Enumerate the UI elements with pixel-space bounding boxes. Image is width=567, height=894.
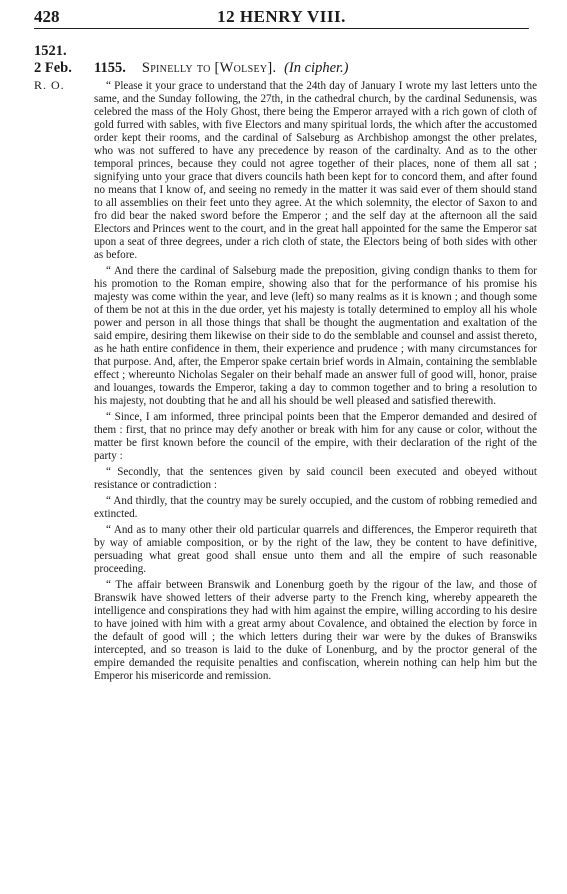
body-paragraph: “ And thirdly, that the country may be surely occupied, and the custom of robbing remedied and extincted. [94, 495, 537, 520]
entry-note: (In cipher.) [284, 60, 349, 76]
entry-title: Spinelly to [Wolsey]. [141, 60, 277, 76]
entry-body [94, 80, 537, 686]
margin-year: 1521. [34, 43, 67, 59]
body-paragraph: “ Since, I am informed, three principal points been that the Emperor demanded and desired of them : first, that no prince may defy another or break with him for any cause or color, without the matter be first known before the council of the empire, with their declaration of the right of the party : [94, 411, 537, 462]
margin-source: R. O. [34, 78, 65, 92]
entry-number: 1155. [94, 60, 126, 76]
body-paragraph: “ The affair between Branswik and Lonenburg goeth by the rigour of the law, and those of Branswik have showed letters of their adverse party to the French king, whereby appeareth the intelligence and conspirations they had with him against the empire, willing according to his desire to have joined with him with a great army about Covalence, and obtained the election by force in the default of good will ; the which letters during their war were by the dukes of Branswiks intercepted, and so treason is laid to the duke of Lonenburg, and by the proctor general of the empire demanded the requisite penalties and confiscation, wherein nothing can help him but the Emperor his misericorde and remission. [94, 579, 537, 682]
body-paragraph: “ Secondly, that the sentences given by said council been executed and obeyed without resistance or contradiction : [94, 466, 537, 491]
margin-date: 2 Feb. [34, 60, 72, 76]
body-paragraph: “ Please it your grace to understand that the 24th day of January I wrote my last letters unto the same, and the Sunday following, the 27th, in the cathedral church, by the cardinal Sedunensis, was celebred the mass of the Holy Ghost, there being the Emperor arrayed with a rich gown of cloth of gold furred with sables, with five Electors and many spiritual lords, the which after the accustomed order kept their rooms, and the cardinal of Salseburg as Archbishop amongst the other prelates, who was not suffered to have any precedence by reason of the cardinalty. And as to the other temporal princes, because they could not agree together of their places, none of them all sat ; signifying unto your grace that divers councils hath been kept for to concord them, and after found no means that I know of, and seeing no remedy in the matter it was said ever of them should stand to all assemblies on their feet unto they agree. At the which solemnity, the elector of Saxon to and fro did bear the naked sword before the Emperor ; and the self day at the afternoon all the said Electors and Princes went to the court, and in the great hall appointed for the same the Emperor sat upon a seat of three degrees, under a rich cloth of state, the Electors being of both sides with other as before. [94, 80, 537, 261]
page-number: 428 [34, 7, 60, 26]
margin-notes [34, 43, 94, 94]
body-paragraph: “ And as to many other their old particular quarrels and differences, the Emperor requireth that by way of amiable composition, or by the right of the law, they be content to have definitive, persuading what great good shall ensue unto them and all the empire of such reasonable proceeding. [94, 524, 537, 575]
page-header [34, 6, 529, 29]
running-head: 12 HENRY VIII. [217, 7, 346, 26]
entry-heading [94, 60, 349, 77]
body-paragraph: “ And there the cardinal of Salseburg made the preposition, giving condign thanks to them for his promotion to the Roman empire, showing also that for the performance of his promise his majesty was come within the year, and leve (left) so many realms as it is known ; and though some of them be not at this in the due order, yet his majesty is totally determined to employ all his whole power and person in all those things that shall be thought the augmentation and exaltation of the said empire, desiring them likewise on their side to do the semblable and counsel and assist thereto, as he hath entire confidence in them, their experience and prudence ; with many circumstances for that purpose. And, after, the Emperor spake certain brief words in Almain, containing the semblable effect ; whereunto Nicholas Segaler on their behalf made an answer full of good will, honor, praise and louanges, towards the Emperor, taking a day to common together and to bring a resolution to his majesty, not doubting that he and all his should be well pleased and satisfied therewith. [94, 265, 537, 407]
